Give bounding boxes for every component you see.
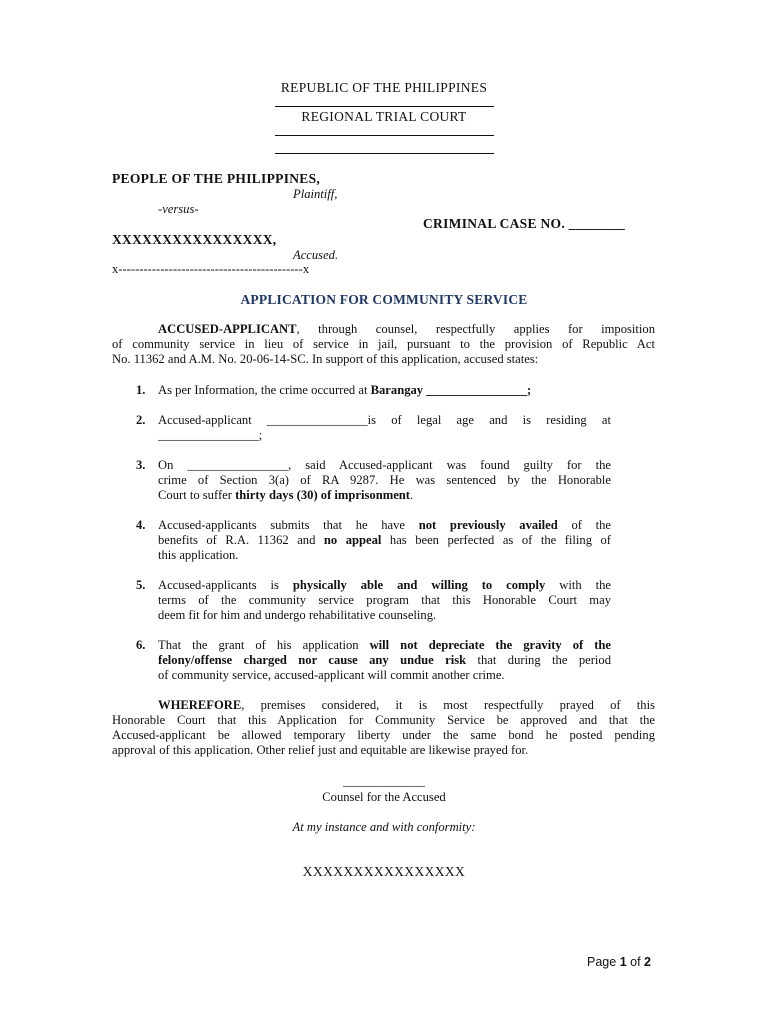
item-2-line-1: Accused-applicant ________________is of legal age and is residing at — [158, 413, 611, 427]
item-3-line-1: On ________________, said Accused-applicant was found guilty for the — [158, 458, 611, 472]
item-number-2: 2. — [136, 413, 146, 427]
intro-line-1: ACCUSED-APPLICANT, through counsel, respectfully applies for imposition — [158, 322, 655, 336]
republic-heading: REPUBLIC OF THE PHILIPPINES — [280, 80, 488, 95]
intro-lead: ACCUSED-APPLICANT — [158, 322, 297, 336]
accused-role: Accused. — [293, 248, 339, 262]
header-rule-2 — [275, 135, 494, 136]
prayer-line-2: Honorable Court that this Application for Community Service be approved and that the — [112, 713, 655, 727]
item-6-line-2: felony/offense charged nor cause any undue risk that during the period — [158, 653, 611, 667]
item-number-4: 4. — [136, 518, 146, 532]
header-rule-3 — [275, 153, 494, 154]
header-rule-1 — [275, 106, 494, 107]
item-6-line-3: of community service, accused-applicant will commit another crime. — [158, 668, 505, 682]
item-number-6: 6. — [136, 638, 146, 652]
page-number: Page 1 of 2 — [587, 955, 651, 969]
item-4-line-1: Accused-applicants submits that he have not previously availed of the — [158, 518, 611, 532]
item-5-line-2: terms of the community service program that this Honorable Court may — [158, 593, 611, 607]
prayer-line-4: approval of this application. Other relief just and equitable are likewise prayed for. — [112, 743, 529, 757]
prayer-lead: WHEREFORE — [158, 698, 242, 712]
intro-line-2: of community service in lieu of service in jail, pursuant to the provision of Republic Act — [112, 337, 655, 351]
conformity-text: At my instance and with conformity: — [292, 820, 476, 834]
item-3-line-2: crime of Section 3(a) of RA 9287. He was sentenced by the Honorable — [158, 473, 611, 487]
item-3-line-3: Court to suffer thirty days (30) of imprisonment. — [158, 488, 414, 502]
prayer-line-1: WHEREFORE, premises considered, it is most respectfully prayed of this — [158, 698, 655, 712]
criminal-case-number: CRIMINAL CASE NO. ________ — [423, 216, 626, 231]
counsel-label: Counsel for the Accused — [322, 790, 446, 804]
item-5-line-1: Accused-applicants is physically able and willing to comply with the — [158, 578, 612, 592]
item-5-line-3: deem fit for him and undergo rehabilitative counseling. — [158, 608, 437, 622]
document-title: APPLICATION FOR COMMUNITY SERVICE — [240, 292, 528, 307]
accused-name: XXXXXXXXXXXXXXXX, — [112, 232, 277, 247]
intro-line-3: No. 11362 and A.M. No. 20-06-14-SC. In support of this application, accused states: — [112, 352, 539, 366]
item-number-5: 5. — [136, 578, 146, 592]
plaintiff-name: PEOPLE OF THE PHILIPPINES, — [112, 171, 321, 186]
item-6-line-1: That the grant of his application will not depreciate the gravity of the — [158, 638, 612, 652]
counsel-signature-line: _____________ — [343, 774, 425, 788]
item-4-line-3: this application. — [158, 548, 239, 562]
prayer-line-3: Accused-applicant be allowed temporary liberty under the same bond he posted pending — [112, 728, 655, 742]
item-number-1: 1. — [136, 383, 146, 397]
item-number-3: 3. — [136, 458, 146, 472]
item-4-line-2: benefits of R.A. 11362 and no appeal has been perfected as of the filing of — [158, 533, 611, 547]
caption-separator: x--------------------------------------------x — [112, 262, 310, 276]
versus-text: -versus- — [158, 202, 199, 216]
plaintiff-role: Plaintiff, — [293, 187, 338, 201]
item-2-line-2: ________________; — [158, 428, 263, 442]
accused-signature: XXXXXXXXXXXXXXXX — [302, 864, 466, 879]
item-1-text: As per Information, the crime occurred at Barangay ________________; — [158, 383, 532, 397]
court-heading: REGIONAL TRIAL COURT — [301, 109, 467, 124]
